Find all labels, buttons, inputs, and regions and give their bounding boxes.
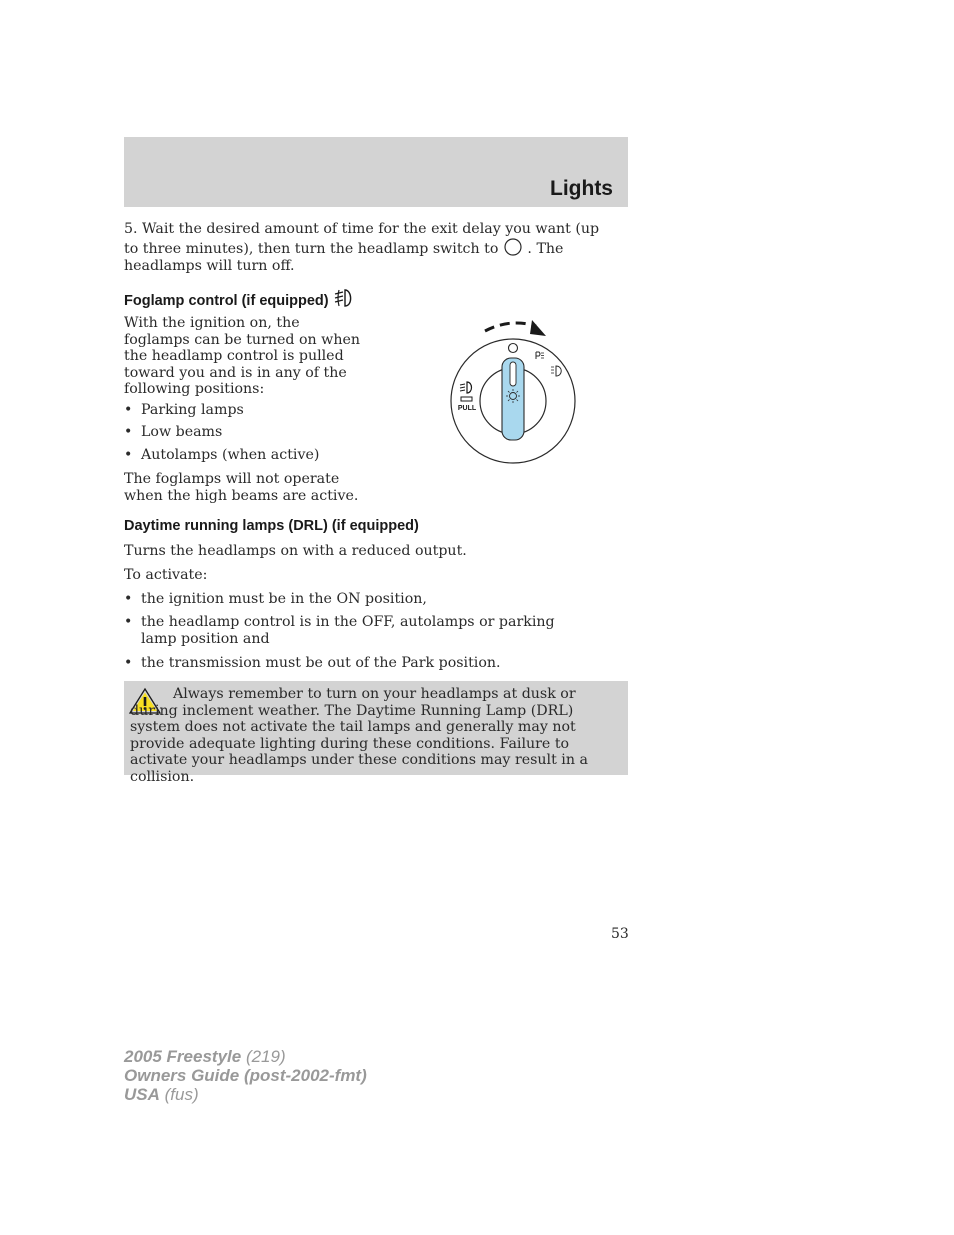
drl-heading: Daytime running lamps (DRL) (if equipped) [124, 518, 419, 534]
footer-line-2 [124, 1066, 367, 1085]
footer-market-code: (fus) [164, 1085, 199, 1104]
list-item [124, 424, 222, 441]
document-footer [124, 1047, 367, 1104]
step-5-text-start: 5. Wait the desired amount of time for the exit delay you want (up to three minutes), then turn the headlamp switch to [124, 221, 600, 257]
list-item [124, 447, 319, 464]
rotation-arrow-icon [485, 320, 546, 336]
knob-indicator [510, 362, 516, 386]
list-item [124, 655, 614, 672]
foglamp-intro: With the ignition on, the foglamps can be turned on when the headlamp control is pulled toward you and is in any of the following positions: [124, 315, 360, 397]
drl-activate-label: To activate: [124, 567, 208, 583]
drl-intro: Turns the headlamps on with a reduced output. [124, 543, 467, 559]
footer-line-3 [124, 1085, 367, 1104]
bullet-dot: • [124, 447, 133, 463]
section-header-band [124, 137, 628, 207]
footer-line-1 [124, 1047, 367, 1066]
footer-model: 2005 Freestyle [124, 1047, 242, 1066]
pull-label: PULL [457, 405, 477, 412]
footer-guide: Owners Guide (post-2002-fmt) [124, 1066, 367, 1085]
list-item-text: Autolamps (when active) [141, 447, 320, 463]
off-circle-icon [503, 238, 523, 256]
bullet-dot: • [124, 402, 133, 418]
list-item [124, 614, 594, 647]
bullet-dot: • [124, 614, 133, 630]
headlamp-switch-diagram [448, 318, 583, 468]
step-5-paragraph [124, 221, 614, 275]
foglamp-icon [333, 288, 355, 308]
warning-text: Always remember to turn on your headlamps at dusk or during inclement weather. The Daytime Running Lamp (DRL) system does not activate the tail lamps and generally may not provide adequate lighting during these conditions. Failure to activate your headlamps under these conditions may result in a collision. [130, 686, 588, 785]
list-item-text: Parking lamps [141, 402, 244, 418]
bullet-dot: • [124, 424, 133, 440]
step-5-text-end: . The headlamps will turn off. [124, 241, 564, 274]
list-item-text: the ignition must be in the ON position, [141, 591, 427, 607]
warning-box [124, 681, 628, 785]
foglamp-heading-text: Foglamp control (if equipped) [124, 293, 329, 309]
list-item-text: the transmission must be out of the Park position. [141, 655, 501, 671]
foglamp-note: The foglamps will not operate when the high beams are active. [124, 471, 359, 504]
list-item-text: the headlamp control is in the OFF, autolamps or parking lamp position and [141, 614, 555, 647]
list-item-text: Low beams [141, 424, 223, 440]
section-title: Lights [550, 177, 613, 200]
foglamp-heading [124, 288, 355, 309]
list-item [124, 402, 244, 419]
footer-market: USA [124, 1085, 160, 1104]
footer-model-code: (219) [245, 1047, 286, 1066]
list-item [124, 591, 614, 608]
page-number: 53 [611, 926, 629, 942]
bullet-dot: • [124, 591, 133, 607]
bullet-dot: • [124, 655, 133, 671]
